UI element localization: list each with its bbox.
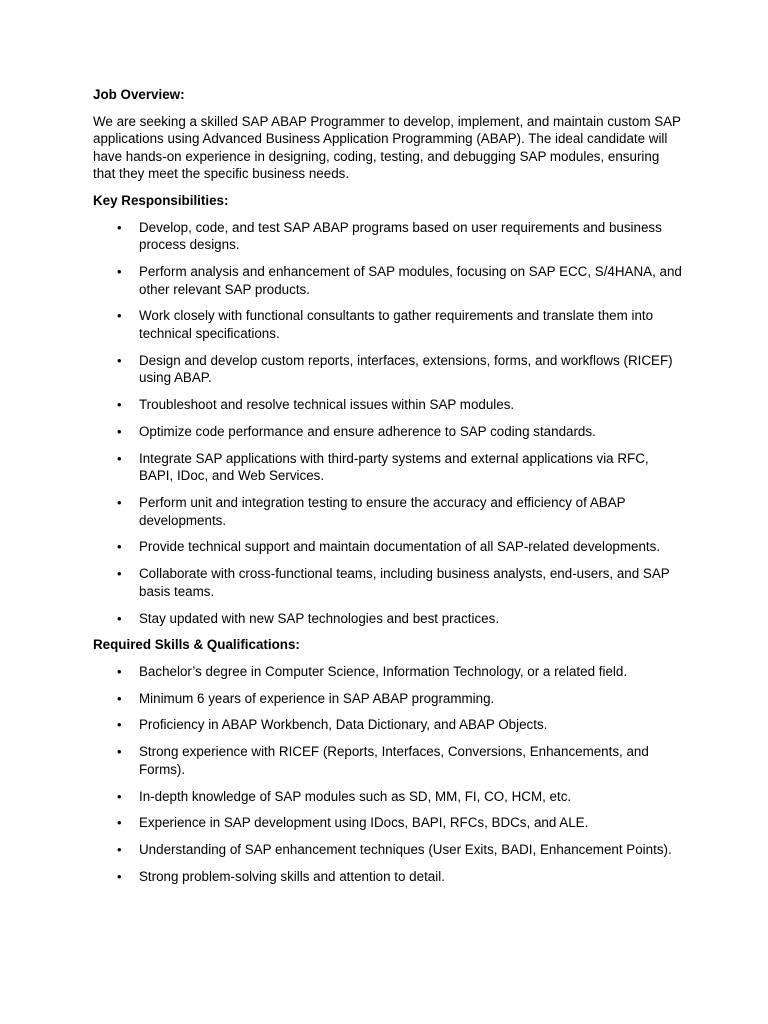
list-item-text: Proficiency in ABAP Workbench, Data Dictionary, and ABAP Objects. [139,717,548,733]
list-item [93,743,683,778]
list-item-text: Strong problem-solving skills and attention to detail. [139,868,445,884]
list-item [93,565,683,600]
bullet-icon: • [117,397,122,413]
list-item [93,219,683,254]
bullet-icon: • [117,744,122,760]
list-item [93,716,683,734]
list-item [93,450,683,485]
list-item [93,538,683,556]
list-item-text: Perform analysis and enhancement of SAP modules, focusing on SAP ECC, S/4HANA, and other relevant SAP products. [139,263,682,297]
list-item [93,663,683,681]
list-item-text: Experience in SAP development using IDocs, BAPI, RFCs, BDCs, and ALE. [139,815,589,831]
job-overview-paragraph: We are seeking a skilled SAP ABAP Programmer to develop, implement, and maintain custom SAP applications using Advanced Business Application Programming (ABAP). The ideal candidate will have hands-on experience in designing, coding, testing, and debugging SAP modules, ensuring that they meet the specific business needs. [93,113,681,182]
document-page [93,86,683,895]
list-item [93,494,683,529]
list-item-text: Integrate SAP applications with third-party systems and external applications via RFC, BAPI, IDoc, and Web Services. [139,450,649,484]
bullet-icon: • [117,566,122,582]
bullet-icon: • [117,539,122,555]
list-item [93,263,683,298]
bullet-icon: • [117,450,122,466]
list-item-text: Understanding of SAP enhancement techniques (User Exits, BADI, Enhancement Points). [139,842,672,858]
bullet-icon: • [117,717,122,733]
bullet-icon: • [117,352,122,368]
list-item-text: Minimum 6 years of experience in SAP ABAP programming. [139,690,495,706]
list-item-text: Design and develop custom reports, interfaces, extensions, forms, and workflows (RICEF) using ABAP. [139,352,673,386]
list-item [93,396,683,414]
bullet-icon: • [117,423,122,439]
list-item-text: Collaborate with cross-functional teams, including business analysts, end-users, and SAP basis teams. [139,566,670,599]
list-item-text: Stay updated with new SAP technologies and best practices. [139,610,500,626]
list-item-text: Strong experience with RICEF (Reports, Interfaces, Conversions, Enhancements, and Forms). [139,744,649,777]
key-responsibilities-heading: Key Responsibilities: [93,192,229,208]
list-item-text: Optimize code performance and ensure adherence to SAP coding standards. [139,423,596,439]
required-skills-list [93,663,683,886]
list-item [93,788,683,806]
list-item-text: Bachelor’s degree in Computer Science, Information Technology, or a related field. [139,663,628,679]
bullet-icon: • [117,495,122,510]
list-item-text: In-depth knowledge of SAP modules such as SD, MM, FI, CO, HCM, etc. [139,788,572,804]
list-item [93,868,683,886]
bullet-icon: • [117,788,122,804]
job-overview-heading: Job Overview: [93,87,185,102]
bullet-icon: • [117,815,122,831]
list-item [93,690,683,708]
list-item [93,307,683,342]
list-item-text: Perform unit and integration testing to ensure the accuracy and efficiency of ABAP developments. [139,495,626,528]
bullet-icon: • [117,842,122,858]
list-item-text: Troubleshoot and resolve technical issues within SAP modules. [139,397,515,413]
list-item [93,841,683,859]
bullet-icon: • [117,663,122,679]
list-item [93,352,683,387]
list-item [93,423,683,441]
list-item [93,610,683,628]
required-skills-heading: Required Skills & Qualifications: [93,637,300,653]
bullet-icon: • [117,219,122,235]
bullet-icon: • [117,263,122,279]
list-item-text: Work closely with functional consultants to gather requirements and translate them into technical specifications. [139,308,654,341]
bullet-icon: • [117,610,122,626]
key-responsibilities-list [93,219,683,628]
list-item-text: Provide technical support and maintain documentation of all SAP-related developments. [139,539,661,555]
bullet-icon: • [117,308,122,324]
bullet-icon: • [117,690,122,706]
list-item [93,814,683,832]
bullet-icon: • [117,868,122,884]
list-item-text: Develop, code, and test SAP ABAP programs based on user requirements and business process designs. [139,219,662,253]
